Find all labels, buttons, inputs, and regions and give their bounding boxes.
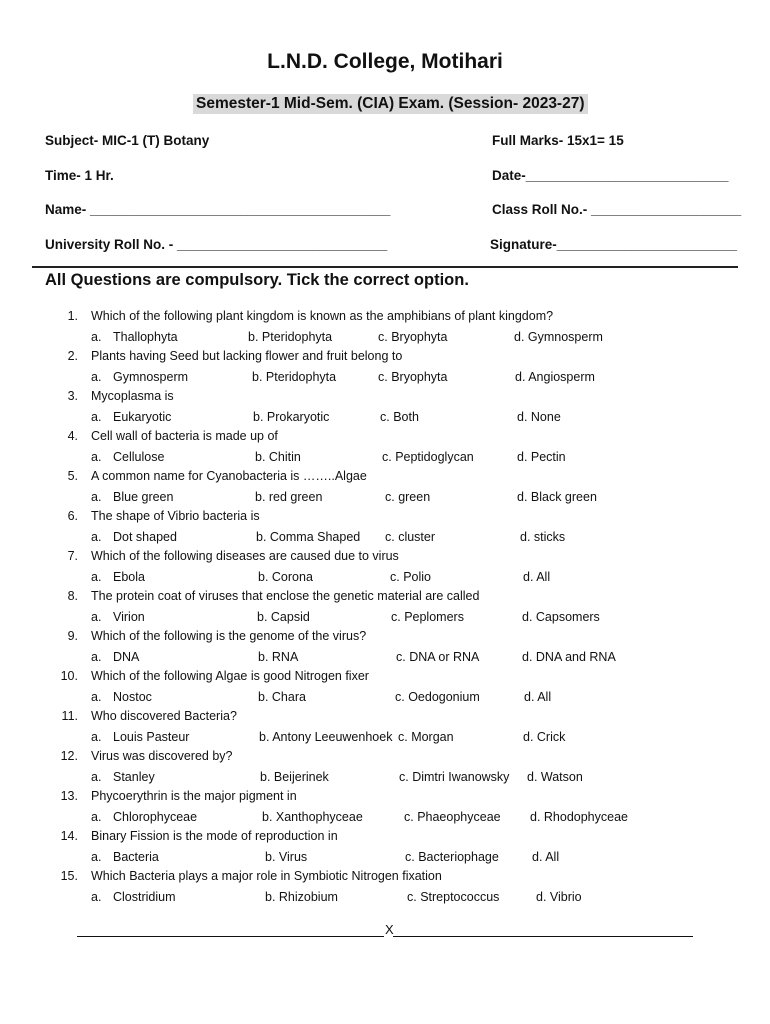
option-a-marker: a. [91,570,102,584]
option-a-marker: a. [91,690,102,704]
end-mark: X [385,922,394,937]
option-a-marker: a. [91,490,102,504]
question-number: 12. [60,749,78,763]
option-a-marker: a. [91,610,102,624]
option-a-marker: a. [91,530,102,544]
question-text: The protein coat of viruses that enclose the genetic material are called [91,589,480,603]
option-a[interactable]: Cellulose [113,450,165,464]
name-field[interactable]: Name- ________________________________________ [45,202,391,217]
option-a[interactable]: DNA [113,650,140,664]
option-a[interactable]: Stanley [113,770,155,784]
question-text: Which of the following diseases are caused due to virus [91,549,399,563]
option-b[interactable]: b. Beijerinek [260,770,329,784]
option-a[interactable]: Dot shaped [113,530,177,544]
option-c[interactable]: c. green [385,490,431,504]
option-d[interactable]: d. Vibrio [536,890,582,904]
option-d[interactable]: d. sticks [520,530,566,544]
option-c[interactable]: c. Polio [390,570,431,584]
option-b[interactable]: b. Pteridophyta [252,370,337,384]
option-b[interactable]: b. Chitin [255,450,301,464]
option-b[interactable]: b. RNA [258,650,299,664]
option-c[interactable]: c. Morgan [398,730,454,744]
option-c[interactable]: c. Bacteriophage [405,850,499,864]
option-a-marker: a. [91,810,102,824]
question-text: Virus was discovered by? [91,749,233,763]
college-title: L.N.D. College, Motihari [267,50,503,73]
option-a-marker: a. [91,770,102,784]
question-number: 15. [60,869,78,883]
question-number: 5. [67,469,78,483]
university-roll-field[interactable]: University Roll No. - ____________________________ [45,237,388,252]
question-text: Which Bacteria plays a major role in Symbiotic Nitrogen fixation [91,869,442,883]
option-d[interactable]: d. Capsomers [522,610,600,624]
question-text: Plants having Seed but lacking flower and fruit belong to [91,349,403,363]
option-a-marker: a. [91,730,102,744]
end-line-right [393,936,693,937]
question-text: Which of the following is the genome of the virus? [91,629,367,643]
option-c[interactable]: c. Peplomers [391,610,464,624]
option-a[interactable]: Ebola [113,570,145,584]
option-a[interactable]: Thallophyta [113,330,178,344]
option-d[interactable]: d. Gymnosperm [514,330,603,344]
question-number: 2. [67,349,78,363]
question-number: 10. [60,669,78,683]
question-text: The shape of Vibrio bacteria is [91,509,260,523]
option-a-marker: a. [91,850,102,864]
question-number: 1. [67,309,78,323]
option-c[interactable]: c. Bryophyta [378,370,448,384]
question-text: Phycoerythrin is the major pigment in [91,789,297,803]
option-a[interactable]: Blue green [113,490,174,504]
question-text: Mycoplasma is [91,389,174,403]
option-c[interactable]: c. DNA or RNA [396,650,480,664]
end-line-left [77,936,384,937]
option-a[interactable]: Gymnosperm [113,370,189,384]
question-number: 9. [67,629,78,643]
option-a-marker: a. [91,330,102,344]
question-text: Which of the following Algae is good Nitrogen fixer [91,669,369,683]
subject-label: Subject- MIC-1 (T) Botany [45,133,210,148]
option-d[interactable]: d. All [523,570,551,584]
option-b[interactable]: b. red green [255,490,323,504]
option-d[interactable]: d. Angiosperm [515,370,595,384]
option-b[interactable]: b. Comma Shaped [256,530,361,544]
option-b[interactable]: b. Antony Leeuwenhoek [259,730,393,744]
exam-title: Semester-1 Mid-Sem. (CIA) Exam. (Session- 2023-27) [193,94,588,114]
question-number: 11. [61,709,78,723]
option-a-marker: a. [91,890,102,904]
question-number: 3. [67,389,78,403]
date-field[interactable]: Date-___________________________ [492,168,729,183]
full-marks-label: Full Marks- 15x1= 15 [492,133,624,148]
option-d[interactable]: d. All [532,850,560,864]
question-text: Binary Fission is the mode of reproduction in [91,829,338,843]
option-d[interactable]: d. Black green [517,490,597,504]
question-number: 6. [67,509,78,523]
option-c[interactable]: c. Bryophyta [378,330,448,344]
question-text: A common name for Cyanobacteria is ……..Algae [91,469,367,483]
option-a[interactable]: Nostoc [113,690,152,704]
question-number: 14. [60,829,78,843]
signature-field[interactable]: Signature-________________________ [490,237,737,252]
option-c[interactable]: c. Streptococcus [407,890,500,904]
question-number: 13. [60,789,78,803]
option-b[interactable]: b. Corona [258,570,313,584]
option-c[interactable]: c. Oedogonium [395,690,480,704]
question-number: 4. [67,429,78,443]
option-a-marker: a. [91,650,102,664]
question-text: Who discovered Bacteria? [91,709,237,723]
option-a-marker: a. [91,410,102,424]
option-c[interactable]: c. cluster [385,530,436,544]
option-b[interactable]: b. Chara [258,690,306,704]
option-a[interactable]: Virion [113,610,145,624]
option-c[interactable]: c. Peptidoglycan [382,450,474,464]
option-d[interactable]: d. Crick [523,730,566,744]
option-b[interactable]: b. Pteridophyta [248,330,333,344]
option-a[interactable]: Bacteria [113,850,159,864]
option-b[interactable]: b. Capsid [257,610,310,624]
option-d[interactable]: d. All [524,690,552,704]
option-a-marker: a. [91,370,102,384]
option-c[interactable]: c. Phaeophyceae [404,810,501,824]
instruction-text: All Questions are compulsory. Tick the correct option. [45,271,469,289]
question-number: 7. [67,549,78,563]
question-text: Cell wall of bacteria is made up of [91,429,278,443]
option-b[interactable]: b. Virus [265,850,308,864]
header-divider [32,266,738,268]
option-a-marker: a. [91,450,102,464]
option-b[interactable]: b. Xanthophyceae [262,810,363,824]
option-d[interactable]: d. None [517,410,561,424]
option-d[interactable]: d. Watson [527,770,583,784]
option-a[interactable]: Eukaryotic [113,410,172,424]
option-d[interactable]: d. DNA and RNA [522,650,616,664]
option-a[interactable]: Louis Pasteur [113,730,190,744]
question-text: Which of the following plant kingdom is known as the amphibians of plant kingdom? [91,309,554,323]
option-b[interactable]: b. Prokaryotic [253,410,330,424]
option-c[interactable]: c. Both [380,410,419,424]
option-d[interactable]: d. Pectin [517,450,566,464]
option-a[interactable]: Chlorophyceae [113,810,198,824]
time-label: Time- 1 Hr. [45,168,114,183]
option-d[interactable]: d. Rhodophyceae [530,810,628,824]
question-number: 8. [67,589,78,603]
option-c[interactable]: c. Dimtri Iwanowsky [399,770,510,784]
option-a[interactable]: Clostridium [113,890,176,904]
class-roll-field[interactable]: Class Roll No.- ____________________ [492,202,742,217]
option-b[interactable]: b. Rhizobium [265,890,338,904]
